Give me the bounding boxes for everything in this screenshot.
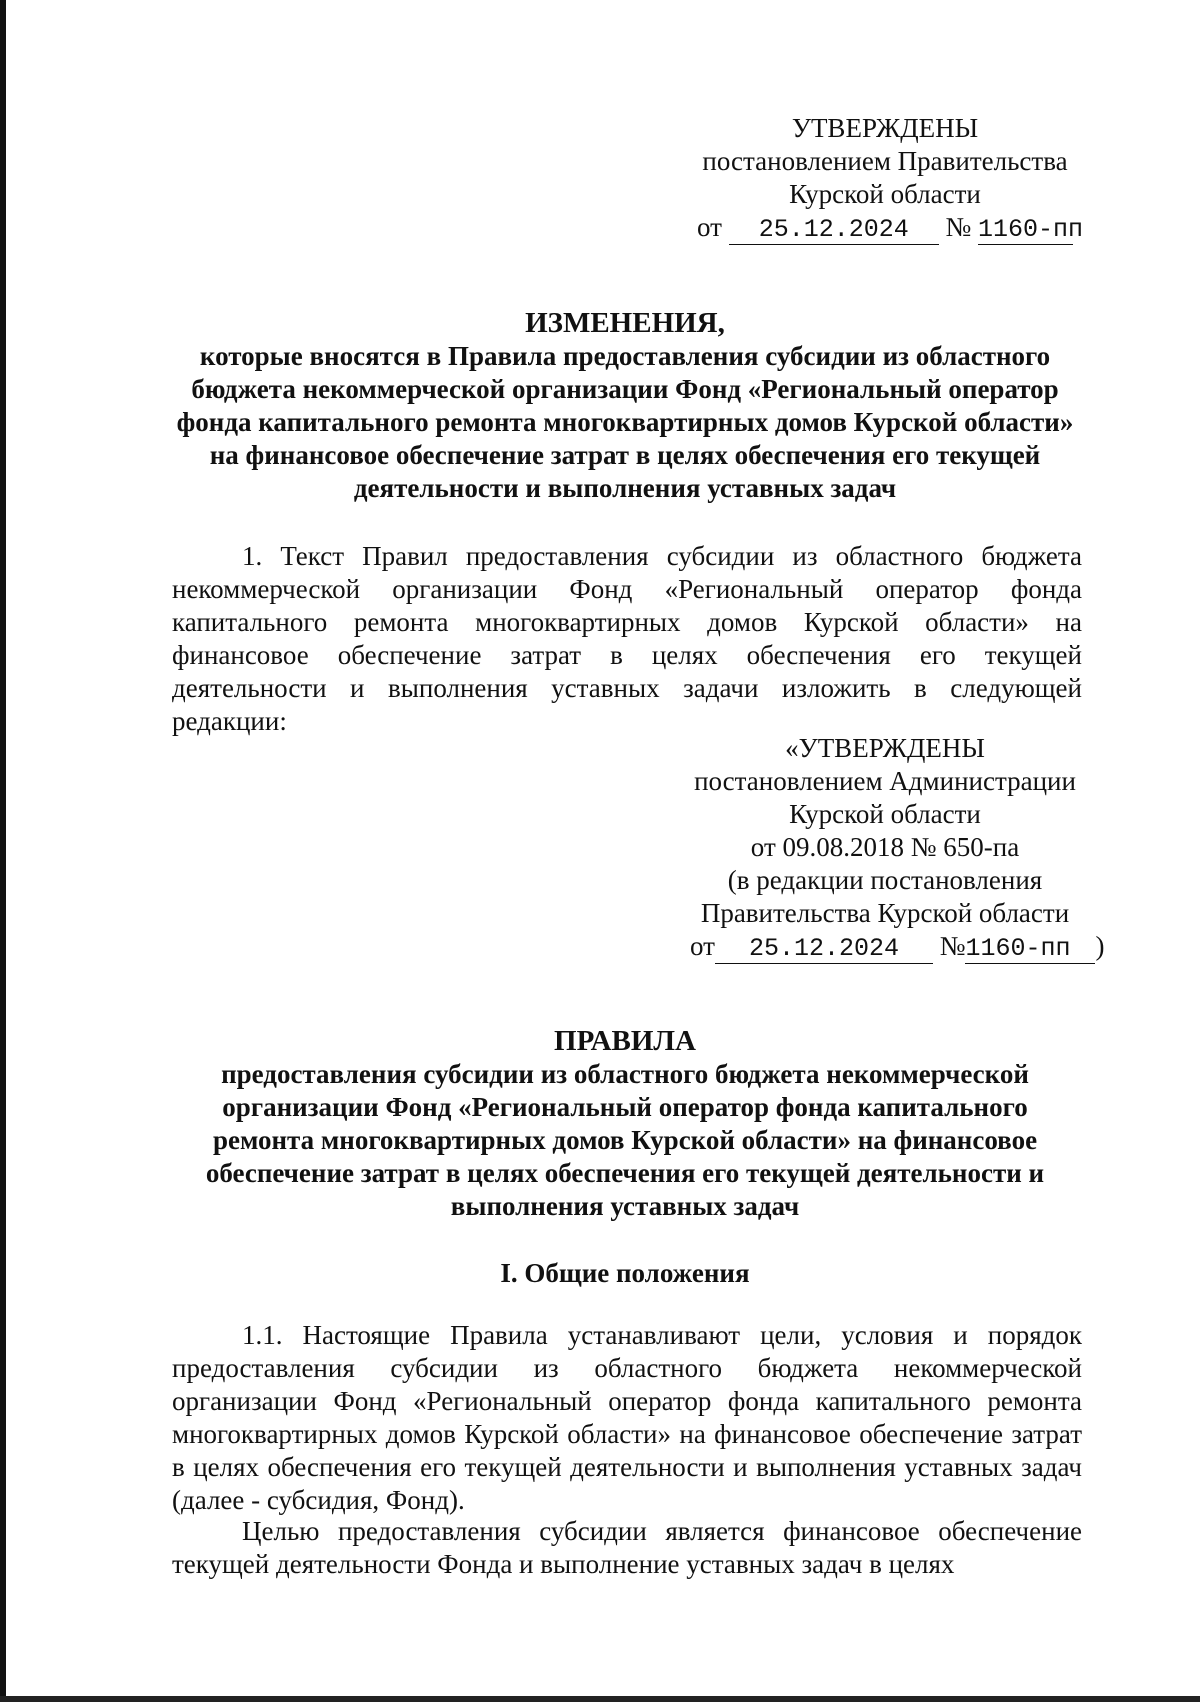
approval-top-number-label: № [945, 212, 972, 242]
changes-heading [175, 307, 1075, 505]
approval-inner-line6: Правительства Курской области [700, 898, 1070, 928]
approval-top-line2: постановлением Правительства [702, 146, 1068, 176]
rules-heading [175, 1025, 1075, 1223]
approval-inner-line2: постановлением Администрации [694, 766, 1076, 796]
approval-inner-line4: от 09.08.2018 № 650-па [750, 832, 1020, 862]
approval-inner-line3: Курской области [789, 799, 981, 829]
approval-top-line3: Курской области [789, 179, 981, 209]
approval-inner-title: «УТВЕРЖДЕНЫ [785, 733, 985, 763]
approval-top-title: УТВЕРЖДЕНЫ [791, 113, 979, 143]
approval-inner-date: 25.12.2024 [715, 935, 933, 964]
approval-top-date: 25.12.2024 [729, 216, 939, 245]
approval-top-from-label: от [697, 212, 722, 242]
paragraph-goal: Целью предоставления субсидии является финансовое обеспечение текущей деятельности Фонда и выполнение уставных задач в целях [172, 1516, 1082, 1579]
approval-inner-date-line [690, 930, 1105, 964]
approval-inner-number: 1160-пп [965, 935, 1095, 964]
scan-edge-left [0, 0, 6, 1702]
approval-inner-line5: (в редакции постановления [727, 865, 1043, 895]
changes-title: ИЗМЕНЕНИЯ, [525, 307, 725, 339]
rules-subtitle: предоставления субсидии из областного бюджета некоммерческой организации Фонд «Региональный оператор фонда капитального ремонта многоквартирных домов Курской области» на финансовое обеспечение затрат в целях обеспечения его текущей деятельности и выполнения уставных задач [205, 1059, 1045, 1221]
approval-block-inner [690, 732, 1105, 964]
scan-edge-bottom [0, 1696, 1200, 1702]
section-1-title: I. Общие положения [500, 1258, 750, 1288]
paragraph-1-1: 1.1. Настоящие Правила устанавливают цели, условия и порядок предоставления субсидии из областного бюджета некоммерческой организации Фонд «Региональный оператор фонда капитального ремонта многоквартирных домов Курской области» на финансовое обеспечение затрат в целях обеспечения его текущей деятельности и выполнения уставных задач (далее - субсидия, Фонд). [172, 1320, 1082, 1515]
paragraph-1: 1. Текст Правил предоставления субсидии из областного бюджета некоммерческой организации Фонд «Региональный оператор фонда капитального ремонта многоквартирных домов Курской области» на финансовое обеспечение затрат в целях обеспечения его текущей деятельности и выполнения уставных задачи изложить в следующей редакции: [172, 541, 1082, 736]
approval-block-top [690, 112, 1084, 245]
changes-subtitle: которые вносятся в Правила предоставления субсидии из областного бюджета некоммерческой организации Фонд «Региональный оператор фонда капитального ремонта многоквартирных домов Курской области» на финансовое обеспечение затрат в целях обеспечения его текущей деятельности и выполнения уставных задач [176, 341, 1074, 503]
approval-inner-closing: ) [1095, 931, 1105, 961]
approval-top-number: 1160-пп [977, 215, 1084, 244]
rules-title: ПРАВИЛА [554, 1025, 696, 1057]
approval-top-date-line [690, 211, 1084, 245]
approval-inner-from-label: от [690, 931, 715, 961]
approval-inner-number-label: № [939, 931, 966, 961]
